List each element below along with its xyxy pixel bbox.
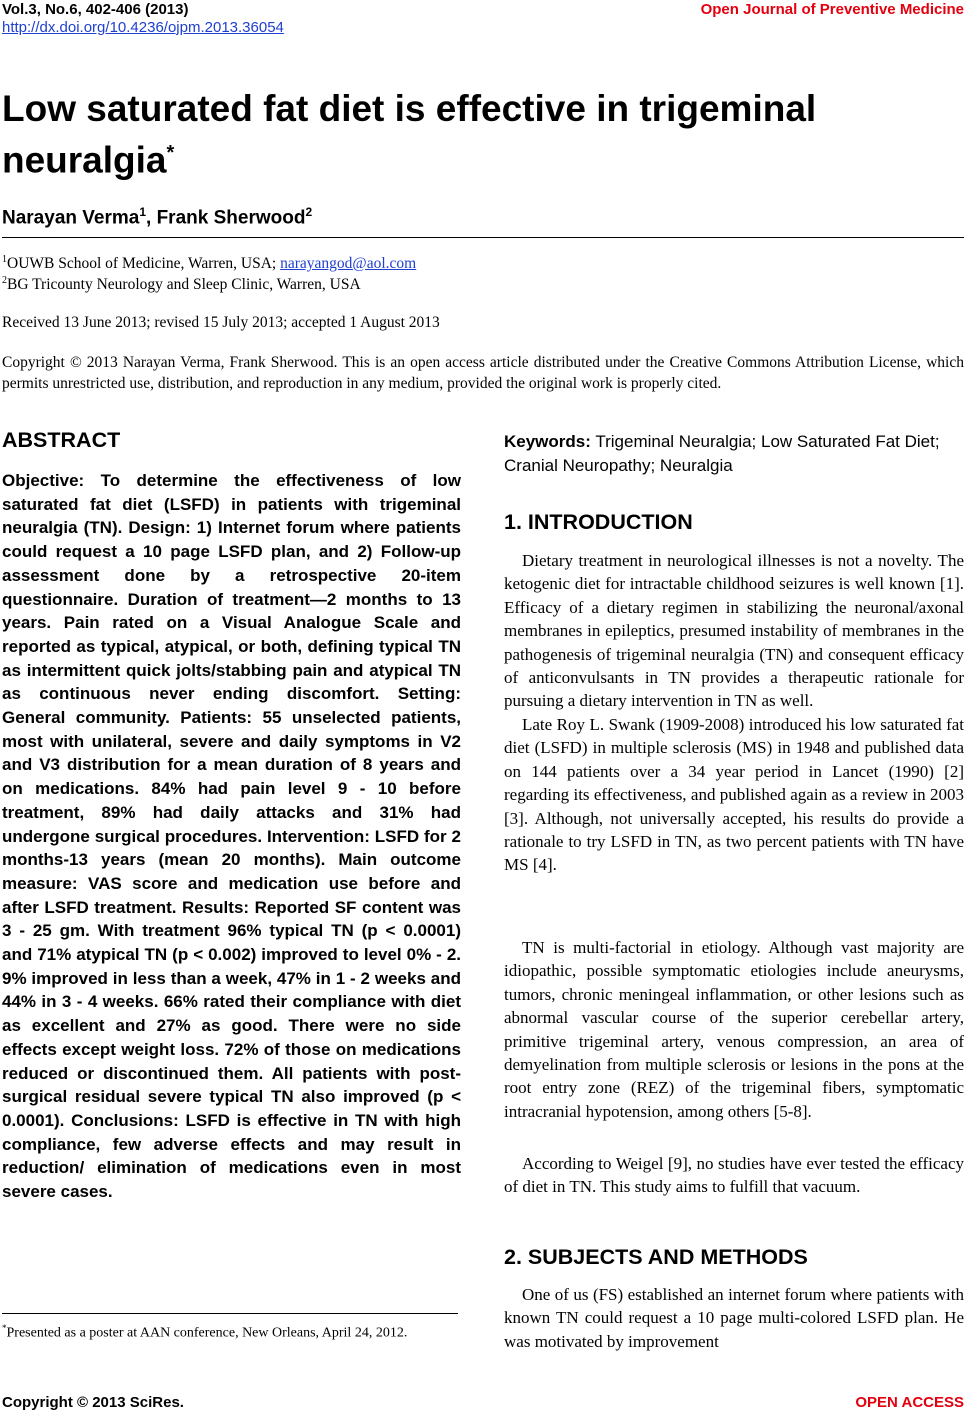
journal-name: Open Journal of Preventive Medicine [700, 1, 964, 18]
author-name: Frank Sherwood [156, 207, 306, 229]
affiliation-text: OUWB School of Medicine, Warren, USA; [7, 255, 281, 273]
methods-paragraph: One of us (FS) established an internet forum where patients with known TN could request a 10 page multi-colored LSFD plan. He was motivated by improvement [504, 1285, 964, 1351]
volume-info: Vol.3, No.6, 402-406 (2013) [2, 1, 189, 18]
author-separator: , [146, 207, 157, 229]
author-affiliation-mark: 2 [305, 205, 313, 219]
intro-paragraph: TN is multi-factorial in etiology. Although vast majority are idiopathic, possible symptomatic etiologies include aneurysms, tumors, chronic meningeal inflammation, or other lesions such as abnormal vascular course of the superior cerebellar artery, primitive trigeminal artery, venous compression, an area of demyelination from multiple sclerosis or lesions in the pons at the root entry zone (REZ) of the trigeminal fibers, symptomatic intracranial hypotension, among others [5-8]. [504, 938, 964, 1121]
copyright-notice: Copyright © 2013 Narayan Verma, Frank Sherwood. This is an open access article distributed under the Creative Commons Attribution License, which permits unrestricted use, distribution, and reproduction in any medium, provided the original work is properly cited. [2, 354, 964, 392]
affiliation-mark: 1 [2, 254, 7, 265]
header-divider [2, 237, 964, 238]
keywords [504, 430, 964, 478]
intro-paragraph: According to Weigel [9], no studies have ever tested the efficacy of diet in TN. This study aims to fulfill that vacuum. [504, 1154, 964, 1197]
author-name: Narayan Verma [2, 207, 140, 229]
article-title [2, 86, 952, 182]
title-footnote-mark: * [166, 142, 175, 164]
author-list [2, 205, 312, 229]
keywords-label: Keywords: [504, 432, 591, 451]
footnote-text: Presented as a poster at AAN conference, New Orleans, April 24, 2012. [6, 1325, 408, 1341]
affiliation-text: BG Tricounty Neurology and Sleep Clinic, Warren, USA [7, 276, 361, 294]
affiliation-2 [2, 270, 964, 295]
keywords-text: Trigeminal Neuralgia; Low Saturated Fat Diet; Cranial Neuropathy; Neuralgia [504, 432, 940, 475]
page-footer [2, 1394, 964, 1415]
footnote-mark: * [2, 1323, 7, 1333]
affiliation-mark: 2 [2, 275, 7, 286]
abstract-heading: ABSTRACT [2, 428, 121, 452]
footnote [2, 1318, 458, 1344]
email-link[interactable]: narayangod@aol.com [280, 255, 417, 273]
footer-copyright: Copyright © 2013 SciRes. [2, 1394, 184, 1411]
open-access-label: OPEN ACCESS [855, 1394, 964, 1411]
received-dates: Received 13 June 2013; revised 15 July 2013; accepted 1 August 2013 [2, 314, 440, 331]
intro-paragraph: Late Roy L. Swank (1909-2008) introduced his low saturated fat diet (LSFD) in multiple sclerosis (MS) in 1948 and published data on 144 patients over a 34 year period in Lancet (1990) [2] regarding its effectiveness, and published again as a review in 2003 [3]. Although, not universally accepted, his results do provide a rationale to try LSFD in TN, as two percent patients with TN have MS [4]. [504, 715, 964, 875]
introduction-heading: 1. INTRODUCTION [504, 510, 693, 534]
methods-heading: 2. SUBJECTS AND METHODS [504, 1245, 808, 1269]
footnote-divider [2, 1313, 458, 1314]
title-text: Low saturated fat diet is effective in trigeminal neuralgia [2, 88, 817, 181]
doi-link[interactable]: http://dx.doi.org/10.4236/ojpm.2013.36054 [2, 19, 284, 36]
author-affiliation-mark: 1 [139, 205, 147, 219]
abstract-body: Objective: To determine the effectiveness of low saturated fat diet (LSFD) in patients with trigeminal neuralgia (TN). Design: 1) Internet forum where patients could request a 10 page LSFD plan, and 2) Follow-up assessment done by a retrospective 20-item questionnaire. Duration of treatment—2 months to 13 years. Pain rated on a Visual Analogue Scale and reported as typical, atypical, or both, defining typical TN as intermittent quick jolts/stabbing pain and atypical TN as continuous never ending discomfort. Setting: General community. Patients: 55 unselected patients, most with unilateral, severe and daily symptoms in V2 and V3 distribution for a mean duration of 8 years and on medications. 84% had pain level 9 - 10 before treatment, 89% had daily attacks and 31% had undergone surgical procedures. Intervention: LSFD for 2 months-13 years (mean 20 months). Main outcome measure: VAS score and medication use before and after LSFD treatment. Results: Reported SF content was 3 - 25 gm. With treatment 96% typical TN (p < 0.0001) and 71% atypical TN (p < 0.002) improved to level 0% - 2. 9% improved in less than a week, 47% in 1 - 2 weeks and 44% in 3 - 4 weeks. 66% rated their compliance with diet as excellent and 27% as good. There were no side effects except weight loss. 72% of those on medications reduced or discontinued them. All patients with post-surgical residual severe typical TN also improved (p < 0.0001). Conclusions: LSFD is effective in TN with high compliance, few adverse effects and may result in reduction/ elimination of medications even in most severe cases. [2, 471, 461, 1202]
intro-paragraph: Dietary treatment in neurological illnesses is not a novelty. The ketogenic diet for intractable childhood seizures is well known [1]. Efficacy of a dietary regimen in stabilizing the neuronal/axonal membranes in epileptics, presumed instability of membranes in the pathogenesis of trigeminal neuralgia (TN) and consequent efficacy of anticonvulsants in TN provides a therapeutic rationale for pursuing a dietary intervention in TN as well. [504, 551, 964, 711]
